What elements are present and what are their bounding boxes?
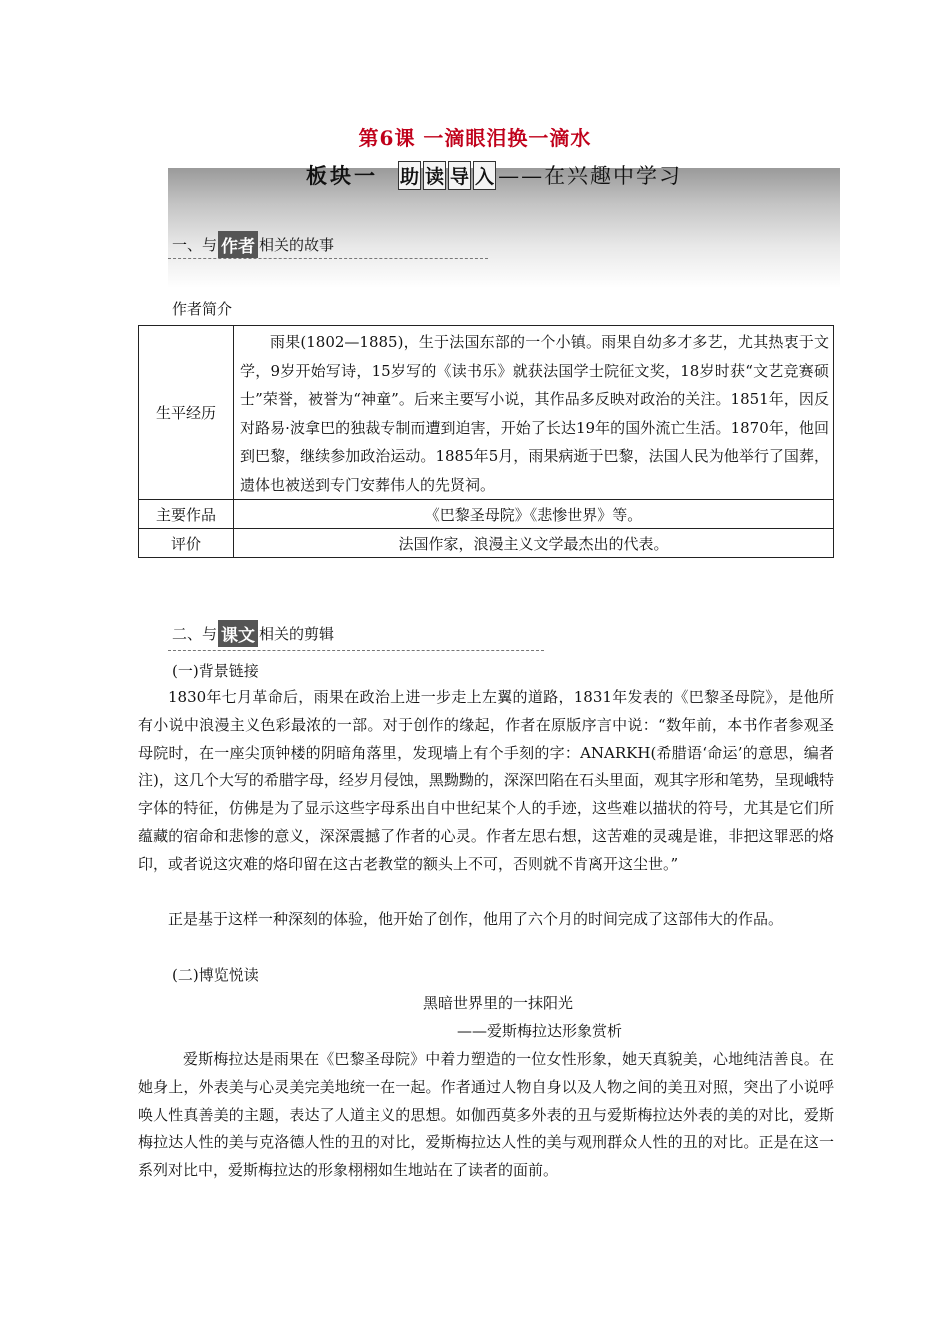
table-row xyxy=(139,500,834,529)
bio-table xyxy=(138,325,834,558)
section1-heading xyxy=(172,231,334,258)
section1-tag: 作者 xyxy=(218,231,258,258)
intro-label: 作者简介 xyxy=(172,300,233,318)
background-label: (一)背景链接 xyxy=(172,662,259,680)
article-body: 爱斯梅拉达是雨果在《巴黎圣母院》中着力塑造的一位女性形象，她天真貌美，心地纯洁善良。在她身上，外表美与心灵美完美地统一在一起。作者通过人物自身以及人物之间的美丑对照，突出了小说呼唤人性真善美的主题，表达了人道主义的思想。如伽西莫多外表的丑与爱斯梅拉达外表的美的对比，爱斯梅拉达人性的美与克洛德人性的丑的对比，爱斯梅拉达人性的美与观刑群众人性的丑的对比。正是在这一系列对比中，爱斯梅拉达的形象栩栩如生地站在了读者的面前。 xyxy=(138,1050,834,1180)
article-subtitle: ——爱斯梅拉达形象赏析 xyxy=(457,1022,623,1040)
banner-box-char: 读 xyxy=(423,161,446,190)
section1-prefix: 一、与 xyxy=(172,236,218,254)
section2-heading xyxy=(172,620,334,647)
background-paragraph: 1830年七月革命后，雨果在政治上进一步走上左翼的道路，1831年发表的《巴黎圣母院》，是他所有小说中浪漫主义色彩最浓的一部。对于创作的缘起，作者在原版序言中说：“数年前，本书作者参观圣母院时，在一座尖顶钟楼的阴暗角落里，发现墙上有个手刻的字：ANARKH(希腊语‘命运’的意思，编者注)，这几个大写的希腊字母，经岁月侵蚀，黑黝黝的，深深凹陷在石头里面，观其字形和笔势，呈现峨特字体的特征，仿佛是为了显示这些字母系出自中世纪某个人的手迹，这些难以描状的符号，尤其是它们所蕴藏的宿命和悲惨的意义，深深震撼了作者的心灵。作者左思右想，这苦难的灵魂是谁，非把这罪恶的烙印，或者说这灾难的烙印留在这古老教堂的额头上不可，否则就不肯离开这尘世。” xyxy=(138,688,834,873)
banner-box-char: 导 xyxy=(448,161,471,190)
banner-suffix: ——在兴趣中学习 xyxy=(498,164,683,188)
section2-prefix: 二、与 xyxy=(172,625,218,643)
banner-heading xyxy=(306,160,682,190)
banner-prefix: 板块一 xyxy=(306,163,378,188)
eval-label: 评价 xyxy=(139,529,234,558)
article-title: 黑暗世界里的一抹阳光 xyxy=(423,994,574,1012)
works-label: 主要作品 xyxy=(139,500,234,529)
works-text: 《巴黎圣母院》《悲惨世界》等。 xyxy=(234,500,834,529)
table-row xyxy=(139,529,834,558)
section2-suffix: 相关的剪辑 xyxy=(259,625,335,643)
section1-suffix: 相关的故事 xyxy=(259,236,335,254)
life-text: 雨果(1802—1885)，生于法国东部的一个小镇。雨果自幼多才多艺，尤其热衷于文学，9岁开始写诗，15岁写的《读书乐》就获法国学士院征文奖，18岁时获“文艺竞赛硕士”荣誉，被誉为“神童”。后来主要写小说，其作品多反映对政治的关注。1851年，因反对路易·波拿巴的独裁专制而遭到迫害，开始了长达19年的国外流亡生活。1870年，他回到巴黎，继续参加政治运动。1885年5月，雨果病逝于巴黎，法国人民为他举行了国葬，遗体也被送到专门安葬伟人的先贤祠。 xyxy=(234,326,834,500)
section2-tag: 课文 xyxy=(218,620,258,647)
background-paragraph: 正是基于这样一种深刻的体验，他开始了创作，他用了六个月的时间完成了这部伟大的作品。 xyxy=(168,910,784,928)
banner-box-char: 入 xyxy=(473,161,496,190)
banner-box-char: 助 xyxy=(398,161,421,190)
section1-divider xyxy=(168,258,488,259)
table-row xyxy=(139,326,834,500)
reading-label: (二)博览悦读 xyxy=(172,966,259,984)
page-title: 第6课 一滴眼泪换一滴水 xyxy=(358,126,592,150)
section2-divider xyxy=(168,650,544,651)
eval-text: 法国作家，浪漫主义文学最杰出的代表。 xyxy=(234,529,834,558)
life-label: 生平经历 xyxy=(139,326,234,500)
